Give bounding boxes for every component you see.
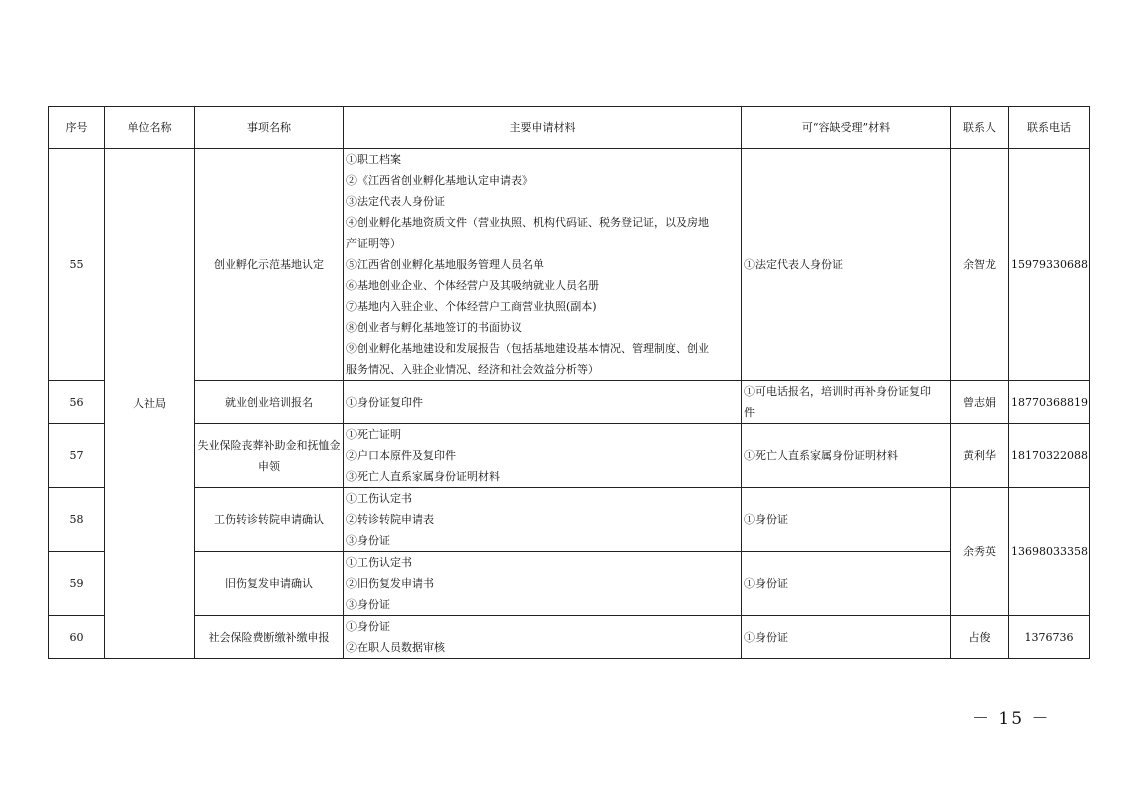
material-line: ②旧伤复发申请书: [346, 577, 434, 590]
contact-phone: 1376736: [1009, 616, 1090, 659]
header-unit: 单位名称: [105, 107, 195, 149]
tolerance-cell: [742, 552, 951, 616]
materials-cell: [344, 381, 742, 424]
contact-name: 余秀英: [951, 488, 1009, 616]
material-line: ④创业孵化基地资质文件（营业执照、机构代码证、税务登记证，以及房地: [346, 216, 709, 229]
header-tolerance: 可“容缺受理”材料: [742, 107, 951, 149]
contact-phone: 18770368819: [1009, 381, 1090, 424]
row-no: 60: [49, 616, 105, 659]
header-item: 事项名称: [195, 107, 344, 149]
contact-name: 余智龙: [951, 149, 1009, 381]
tolerance-cell: [742, 616, 951, 659]
material-line: ②在职人员数据审核: [346, 641, 445, 654]
materials-cell: [344, 149, 742, 381]
tolerance-line: ①身份证: [744, 513, 788, 526]
material-line: ③死亡人直系家属身份证明材料: [346, 470, 500, 483]
tolerance-cell: [742, 381, 951, 424]
tolerance-cell: [742, 488, 951, 552]
contact-name: 占俊: [951, 616, 1009, 659]
material-line: 产证明等）: [346, 237, 401, 250]
material-line: ①职工档案: [346, 153, 401, 166]
contact-phone: 15979330688: [1009, 149, 1090, 381]
material-line: ②转诊转院申请表: [346, 513, 434, 526]
tolerance-cell: [742, 149, 951, 381]
tolerance-cell: [742, 424, 951, 488]
row-no: 59: [49, 552, 105, 616]
table-row: [49, 552, 1090, 616]
material-line: ①死亡证明: [346, 428, 401, 441]
material-line: ⑥基地创业企业、个体经营户及其吸纳就业人员名册: [346, 279, 599, 292]
material-line: ①身份证: [346, 620, 390, 633]
tolerance-line: ①身份证: [744, 577, 788, 590]
tolerance-line: ①死亡人直系家属身份证明材料: [744, 449, 898, 462]
material-line: ⑦基地内入驻企业、个体经营户工商营业执照(副本): [346, 300, 597, 313]
material-line: ①工伤认定书: [346, 556, 412, 569]
material-line: ⑨创业孵化基地建设和发展报告（包括基地建设基本情况、管理制度、创业: [346, 342, 709, 355]
row-no: 57: [49, 424, 105, 488]
material-line: ③身份证: [346, 534, 390, 547]
contact-name: 曾志娟: [951, 381, 1009, 424]
row-no: 56: [49, 381, 105, 424]
material-line: ③法定代表人身份证: [346, 195, 445, 208]
tolerance-line: ①可电话报名，培训时再补身份证复印: [744, 385, 931, 398]
header-row: [49, 107, 1090, 149]
service-table: [48, 106, 1090, 659]
contact-phone: 13698033358: [1009, 488, 1090, 616]
page-number: － 15 －: [972, 709, 1051, 729]
contact-name: 黄利华: [951, 424, 1009, 488]
tolerance-line: 件: [744, 406, 755, 419]
header-phone: 联系电话: [1009, 107, 1090, 149]
header-contact: 联系人: [951, 107, 1009, 149]
row-no: 58: [49, 488, 105, 552]
unit-name: 人社局: [105, 149, 195, 659]
materials-cell: [344, 488, 742, 552]
table-row: [49, 424, 1090, 488]
item-name: 工伤转诊转院申请确认: [195, 488, 344, 552]
item-name: 创业孵化示范基地认定: [195, 149, 344, 381]
item-name: 旧伤复发申请确认: [195, 552, 344, 616]
table-row: [49, 616, 1090, 659]
material-line: ③身份证: [346, 598, 390, 611]
item-name: 失业保险丧葬补助金和抚恤金申领: [195, 424, 344, 488]
material-line: ②户口本原件及复印件: [346, 449, 456, 462]
table-row: [49, 381, 1090, 424]
row-no: 55: [49, 149, 105, 381]
material-line: ①身份证复印件: [346, 395, 423, 409]
item-name: 社会保险费断缴补缴申报: [195, 616, 344, 659]
table-row: [49, 149, 1090, 381]
material-line: 服务情况、入驻企业情况、经济和社会效益分析等）: [346, 363, 599, 376]
item-name: 就业创业培训报名: [195, 381, 344, 424]
material-line: ⑤江西省创业孵化基地服务管理人员名单: [346, 258, 544, 271]
material-line: ①工伤认定书: [346, 492, 412, 505]
contact-phone: 18170322088: [1009, 424, 1090, 488]
materials-cell: [344, 424, 742, 488]
materials-cell: [344, 616, 742, 659]
tolerance-line: ①身份证: [744, 630, 788, 644]
header-no: 序号: [49, 107, 105, 149]
material-line: ⑧创业者与孵化基地签订的书面协议: [346, 321, 522, 334]
table-row: [49, 488, 1090, 552]
header-materials: 主要申请材料: [344, 107, 742, 149]
materials-cell: [344, 552, 742, 616]
material-line: ②《江西省创业孵化基地认定申请表》: [346, 174, 533, 187]
tolerance-line: ①法定代表人身份证: [744, 258, 843, 271]
